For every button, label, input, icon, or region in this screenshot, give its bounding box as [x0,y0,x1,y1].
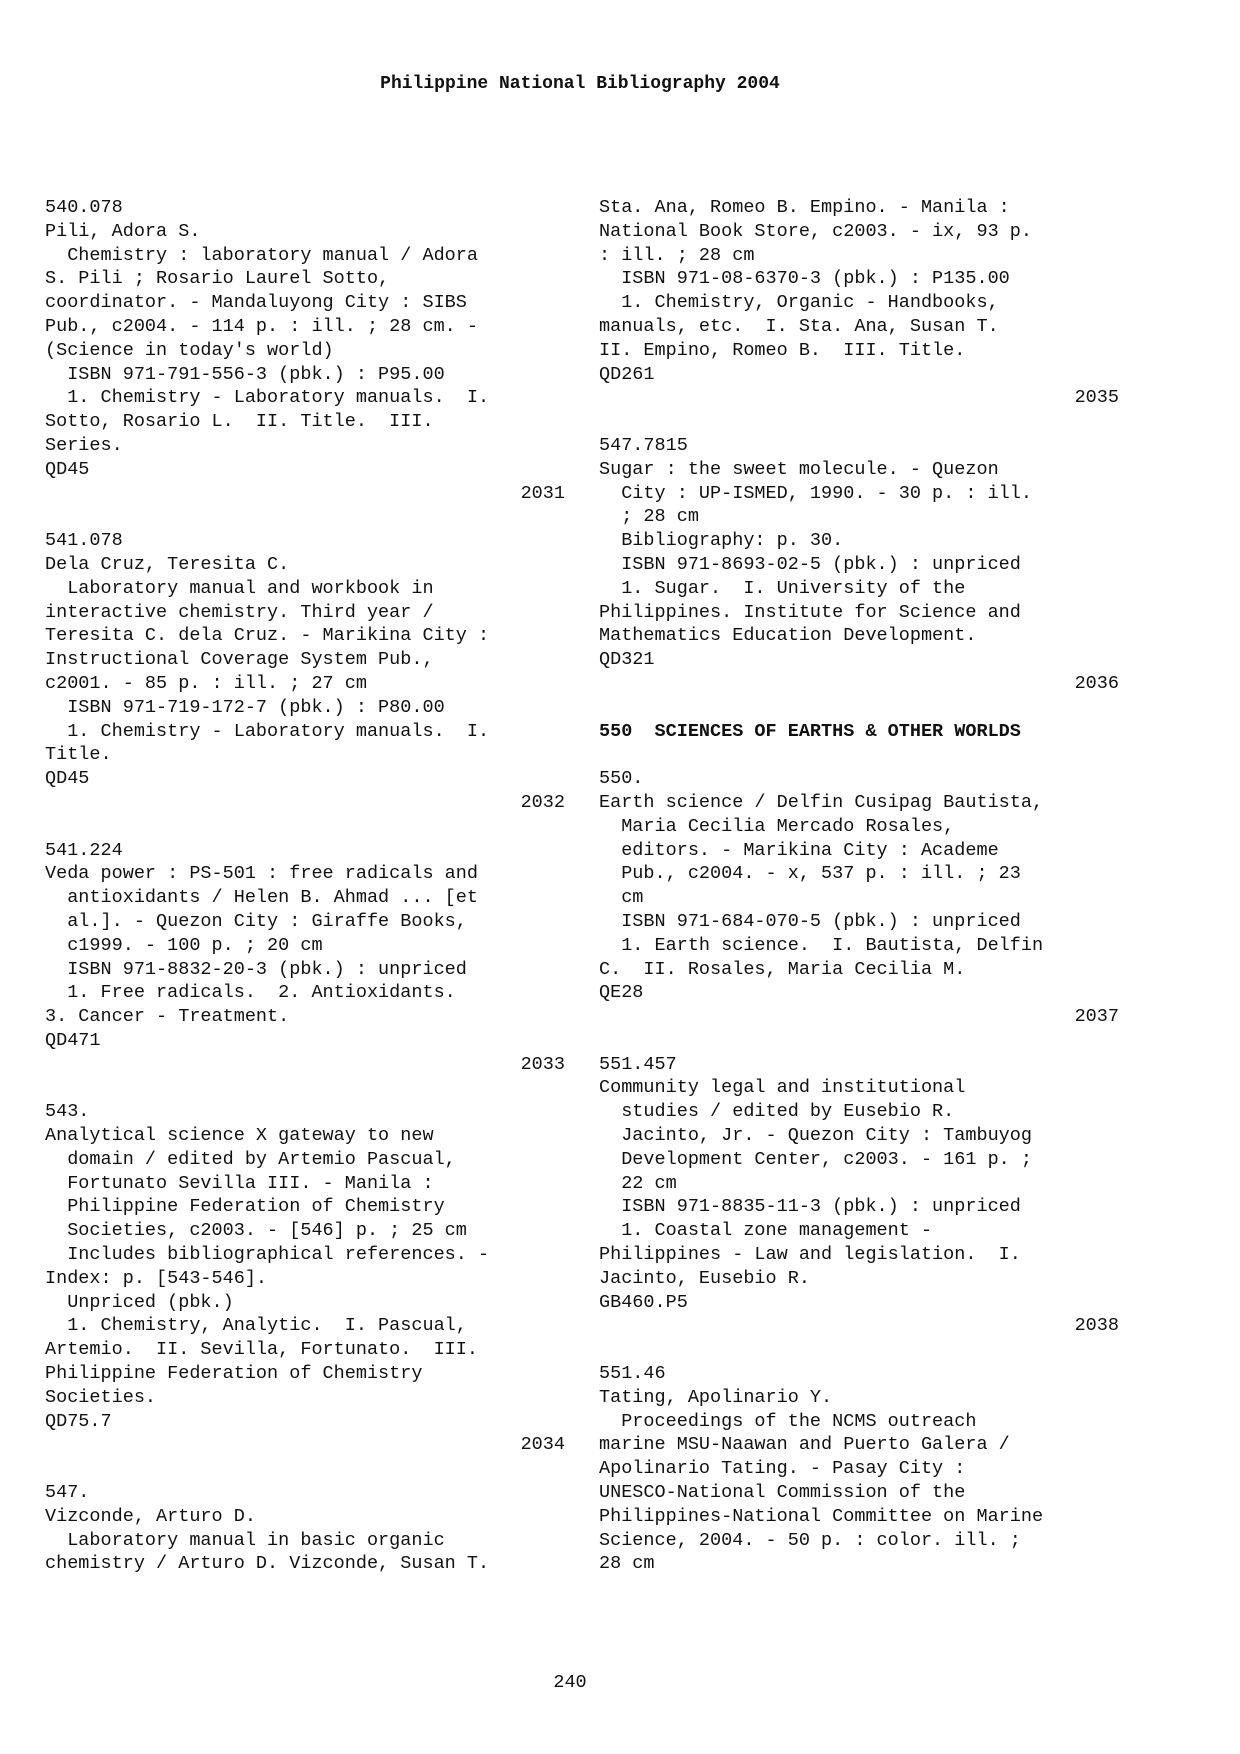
entry-line: 547.7815 [599,434,688,456]
entry-line: Proceedings of the NCMS outreach [599,1410,977,1432]
entry-line: City : UP-ISMED, 1990. - 30 p. : ill. [599,482,1032,504]
entry-line: Mathematics Education Development. [599,625,977,647]
bibliography-entry [45,839,565,1077]
entry-line: antioxidants / Helen B. Ahmad ... [et [45,887,478,909]
spacer [599,743,1119,767]
entry-line: c2001. - 85 p. : ill. ; 27 cm [45,672,367,694]
entry-line: 3. Cancer - Treatment. [45,1006,290,1028]
entry-line: Index: p. [543-546]. [45,1267,268,1289]
entry-line: cm [599,887,644,909]
entry-line: QE28 [599,982,644,1004]
spacer [45,815,565,839]
entry-line: c1999. - 100 p. ; 20 cm [45,934,323,956]
entry-line: Laboratory manual in basic organic [45,1529,445,1551]
entry-line: 1. Chemistry - Laboratory manuals. I. [45,387,490,409]
entry-line: QD45 [45,458,90,480]
entry-line: Title. [45,744,112,766]
entry-line: Veda power : PS-501 : free radicals and [45,863,478,885]
entry-line: Bibliography: p. 30. [599,530,844,552]
entry-line: Societies. [45,1386,157,1408]
entry-line: 1. Chemistry, Analytic. I. Pascual, [45,1315,467,1337]
entry-number: 2035 [1074,387,1119,409]
entry-line: QD321 [599,649,655,671]
entry-line: Series. [45,434,123,456]
entry-line: : ill. ; 28 cm [599,244,755,266]
entry-number: 2034 [520,1434,565,1456]
section-heading: 550 SCIENCES OF EARTHS & OTHER WORLDS [599,720,1021,742]
entry-line: QD261 [599,363,655,385]
entry-line: Includes bibliographical references. - [45,1244,490,1266]
bibliography-entry [45,1481,565,1576]
entry-line: Philippines-National Committee on Marine [599,1505,1044,1527]
entry-line: Fortunato Sevilla III. - Manila : [45,1172,434,1194]
entry-line: ISBN 971-791-556-3 (pbk.) : P95.00 [45,363,445,385]
entry-line: National Book Store, c2003. - ix, 93 p. [599,220,1032,242]
entry-line: 1. Chemistry, Organic - Handbooks, [599,292,999,314]
entry-line: 1. Earth science. I. Bautista, Delfin [599,934,1044,956]
bibliography-entry [599,1362,1119,1576]
entry-line: 541.078 [45,530,123,552]
entry-line: 550. [599,768,644,790]
entry-line: Philippine Federation of Chemistry [45,1196,445,1218]
entry-line: GB460.P5 [599,1291,688,1313]
entry-line: coordinator. - Mandaluyong City : SIBS [45,292,467,314]
entry-line: interactive chemistry. Third year / [45,601,434,623]
entry-line: ISBN 971-719-172-7 (pbk.) : P80.00 [45,696,445,718]
entry-line: QD471 [45,1029,101,1051]
entry-line: Chemistry : laboratory manual / Adora [45,244,478,266]
entry-number: 2032 [520,791,565,813]
entry-line: ISBN 971-8835-11-3 (pbk.) : unpriced [599,1196,1021,1218]
entry-line: editors. - Marikina City : Academe [599,839,999,861]
entry-line: Jacinto, Eusebio R. [599,1267,810,1289]
entry-line: Science, 2004. - 50 p. : color. ill. ; [599,1529,1021,1551]
bibliography-entry [599,1053,1119,1339]
entry-line: Instructional Coverage System Pub., [45,649,434,671]
bibliography-entry [599,767,1119,1029]
entry-line: Pub., c2004. - x, 537 p. : ill. ; 23 [599,863,1021,885]
entry-line: Societies, c2003. - [546] p. ; 25 cm [45,1220,467,1242]
page-number: 240 [553,1672,587,1693]
entry-line: Vizconde, Arturo D. [45,1505,256,1527]
entry-line: domain / edited by Artemio Pascual, [45,1148,456,1170]
spacer [45,505,565,529]
entry-line: Sotto, Rosario L. II. Title. III. [45,411,434,433]
entry-line: manuals, etc. I. Sta. Ana, Susan T. [599,315,999,337]
entry-line: Unpriced (pbk.) [45,1291,234,1313]
entry-line: S. Pili ; Rosario Laurel Sotto, [45,268,390,290]
entry-line: C. II. Rosales, Maria Cecilia M. [599,958,966,980]
entry-line: 551.457 [599,1053,677,1075]
entry-line: 1. Coastal zone management - [599,1220,933,1242]
entry-line: 1. Chemistry - Laboratory manuals. I. [45,720,490,742]
entry-number: 2031 [520,482,565,504]
entry-line: Earth science / Delfin Cusipag Bautista, [599,791,1044,813]
entry-line: 541.224 [45,839,123,861]
right-column [599,196,1119,1576]
entry-line: chemistry / Arturo D. Vizconde, Susan T. [45,1553,490,1575]
entry-line: QD75.7 [45,1410,112,1432]
entry-line: Dela Cruz, Teresita C. [45,553,290,575]
entry-line: 28 cm [599,1553,655,1575]
entry-line: ; 28 cm [599,506,699,528]
entry-line: 1. Free radicals. 2. Antioxidants. [45,982,456,1004]
entry-line: Laboratory manual and workbook in [45,577,434,599]
entry-line: 551.46 [599,1363,666,1385]
entry-line: Sugar : the sweet molecule. - Quezon [599,458,999,480]
entry-line: studies / edited by Eusebio R. [599,1101,955,1123]
entry-number: 2033 [520,1053,565,1075]
entry-line: QD45 [45,768,90,790]
entry-line: Pili, Adora S. [45,220,201,242]
entry-line: 547. [45,1482,90,1504]
entry-line: 1. Sugar. I. University of the [599,577,966,599]
spacer [45,1076,565,1100]
entry-line: II. Empino, Romeo B. III. Title. [599,339,966,361]
spacer [599,1338,1119,1362]
entry-line: Sta. Ana, Romeo B. Empino. - Manila : [599,197,1010,218]
entry-line: (Science in today's world) [45,339,334,361]
entry-line: Analytical science X gateway to new [45,1125,434,1147]
entry-number: 2038 [1074,1315,1119,1337]
entry-line: UNESCO-National Commission of the [599,1482,966,1504]
entry-line: 22 cm [599,1172,677,1194]
entry-line: ISBN 971-684-070-5 (pbk.) : unpriced [599,910,1021,932]
page-title: Philippine National Bibliography 2004 [380,74,780,94]
spacer [45,1457,565,1481]
entry-line: Philippine Federation of Chemistry [45,1363,423,1385]
entry-number: 2036 [1074,672,1119,694]
entry-line: 540.078 [45,197,123,218]
spacer [599,1029,1119,1053]
entry-line: ISBN 971-08-6370-3 (pbk.) : P135.00 [599,268,1010,290]
entry-line: Apolinario Tating. - Pasay City : [599,1458,966,1480]
entry-line: Community legal and institutional [599,1077,966,1099]
bibliography-entry [599,434,1119,696]
bibliography-entry [45,1100,565,1457]
entry-line: ISBN 971-8693-02-5 (pbk.) : unpriced [599,553,1021,575]
entry-line: 543. [45,1101,90,1123]
entry-line: Artemio. II. Sevilla, Fortunato. III. [45,1339,478,1361]
entry-line: marine MSU-Naawan and Puerto Galera / [599,1434,1010,1456]
entry-line: Teresita C. dela Cruz. - Marikina City : [45,625,490,647]
entry-line: Pub., c2004. - 114 p. : ill. ; 28 cm. - [45,315,478,337]
entry-line: Development Center, c2003. - 161 p. ; [599,1148,1032,1170]
left-column [45,196,565,1576]
bibliography-entry [45,196,565,505]
entry-line: al.]. - Quezon City : Giraffe Books, [45,910,467,932]
entry-line: Maria Cecilia Mercado Rosales, [599,815,955,837]
entry-line: Philippines. Institute for Science and [599,601,1021,623]
spacer [599,410,1119,434]
bibliography-entry [599,196,1119,410]
spacer [599,696,1119,720]
entry-line: ISBN 971-8832-20-3 (pbk.) : unpriced [45,958,467,980]
entry-line: Jacinto, Jr. - Quezon City : Tambuyog [599,1125,1032,1147]
bibliography-entry [45,529,565,815]
entry-number: 2037 [1074,1006,1119,1028]
entry-line: Tating, Apolinario Y. [599,1386,833,1408]
entry-line: Philippines - Law and legislation. I. [599,1244,1021,1266]
